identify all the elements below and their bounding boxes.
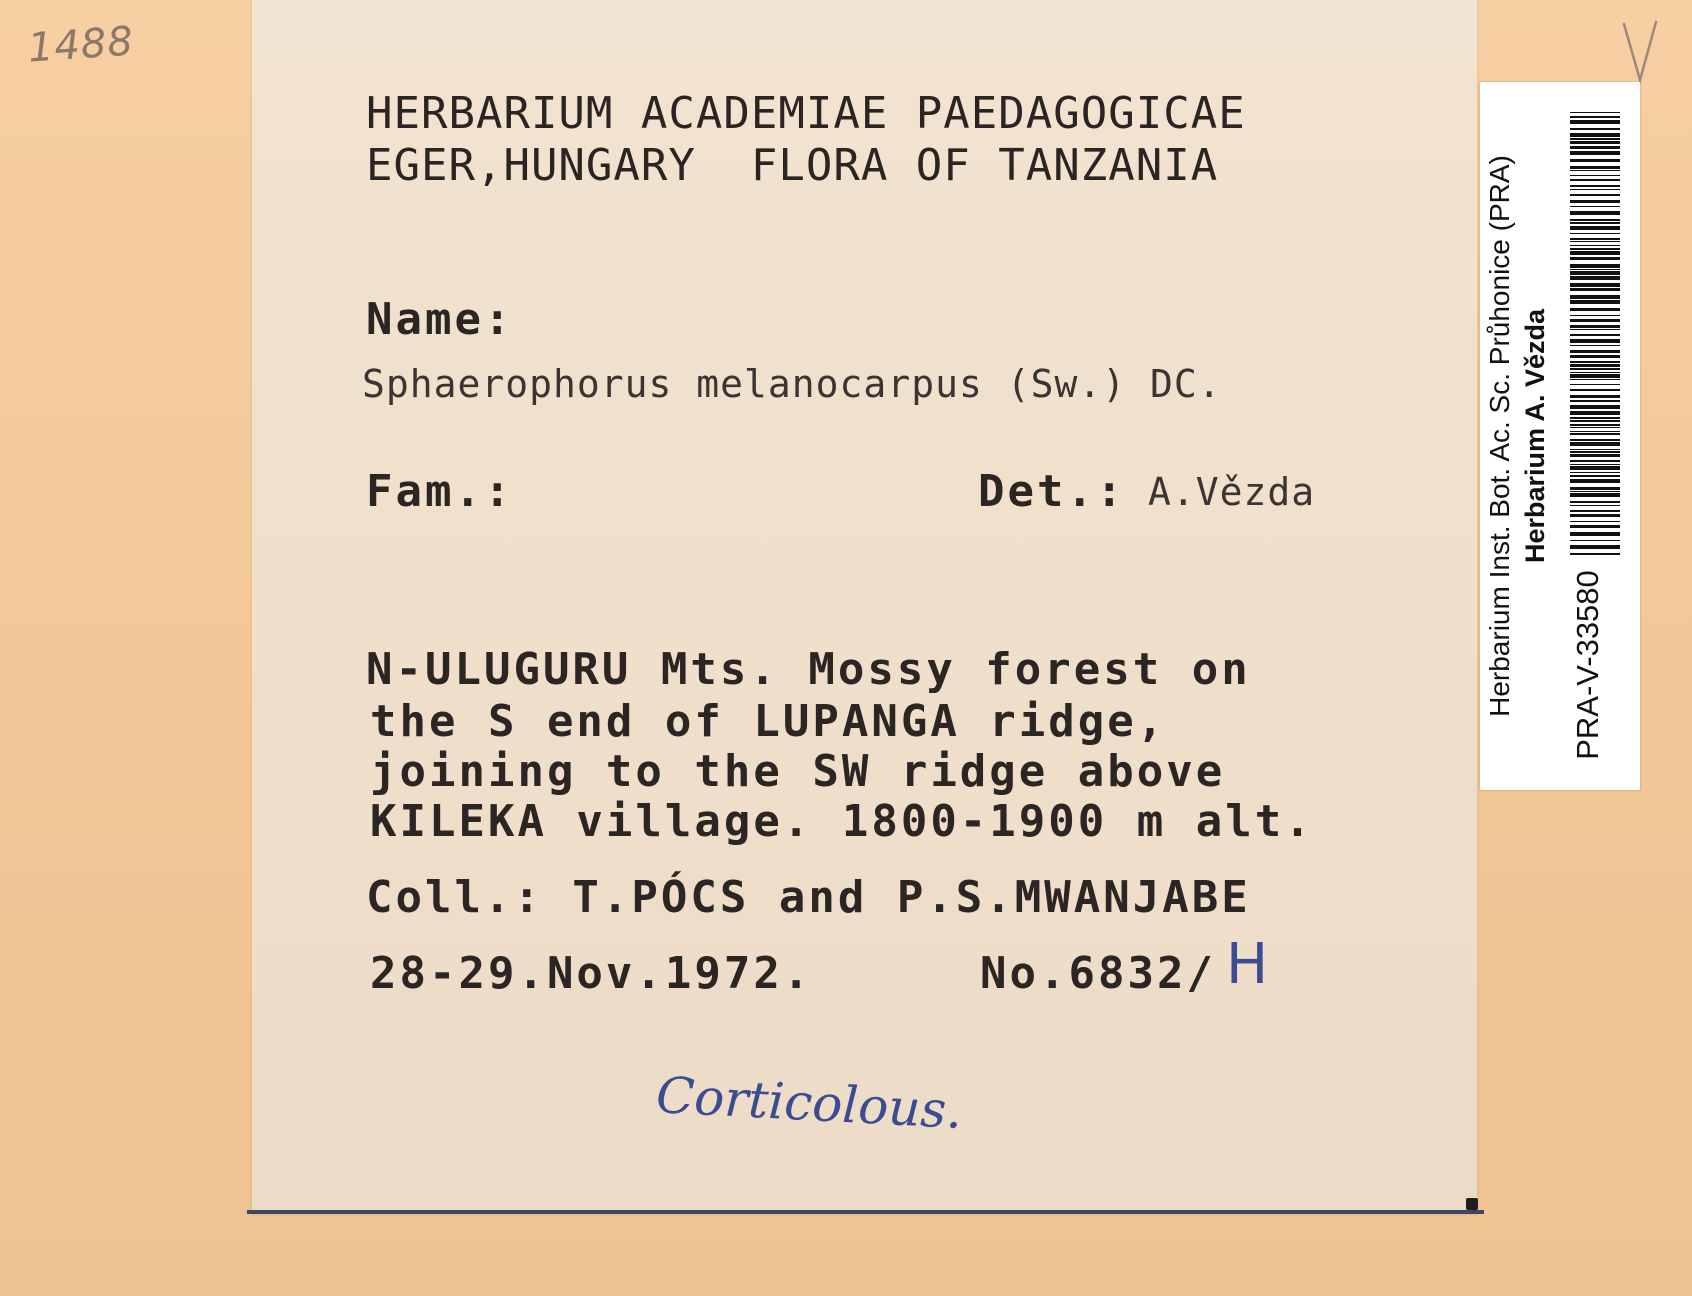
barcode-bar: [1570, 257, 1620, 260]
barcode-bar: [1570, 241, 1620, 242]
barcode-bar: [1570, 505, 1620, 506]
barcode-bar: [1570, 339, 1620, 343]
barcode-bar: [1570, 271, 1620, 275]
barcode-bar: [1570, 510, 1620, 512]
barcode-bar: [1570, 431, 1620, 432]
barcode-bar: [1570, 295, 1620, 299]
family-label: Fam.:: [366, 466, 514, 517]
barcode-bar: [1570, 417, 1620, 419]
barcode-bar: [1570, 248, 1620, 250]
collection-date: 28-29.Nov.1972.: [370, 948, 813, 999]
barcode-bar: [1570, 350, 1620, 353]
barcode-bar: [1570, 479, 1620, 483]
barcode-bar: [1570, 368, 1620, 370]
barcode-bar: [1570, 175, 1620, 176]
barcode-bar: [1570, 283, 1620, 287]
barcode-bar: [1570, 395, 1620, 398]
barcode-bar: [1570, 334, 1620, 336]
barcode-bar: [1570, 472, 1620, 473]
barcode-bar: [1570, 451, 1620, 453]
barcode-label: [1480, 82, 1640, 790]
barcode-bar: [1570, 245, 1620, 246]
header-line-2: EGER,HUNGARY FLORA OF TANZANIA: [366, 140, 1219, 191]
barcode-institution: Herbarium Inst. Bot. Ac. Sc. Průhonice (PRA): [1484, 155, 1515, 717]
barcode-bar: [1570, 389, 1620, 391]
species-name: Sphaerophorus melanocarpus (Sw.) DC.: [362, 362, 1222, 406]
barcode-bar: [1570, 238, 1620, 240]
barcode-bar: [1570, 355, 1620, 358]
barcode-bar: [1570, 120, 1620, 124]
pencil-check-mark: [1620, 18, 1660, 88]
barcode-bar: [1570, 487, 1620, 490]
barcode-bar: [1570, 264, 1620, 268]
barcode-bar: [1570, 159, 1620, 162]
barcode-bar: [1570, 400, 1620, 402]
barcode-bar: [1570, 146, 1620, 149]
barcode-bar: [1570, 439, 1620, 441]
barcode-bar: [1570, 185, 1620, 187]
barcode-bar: [1570, 433, 1620, 435]
barcode-bar: [1570, 288, 1620, 291]
collection-number: No.6832/: [980, 948, 1216, 999]
barcode-bar: [1570, 206, 1620, 207]
barcode-bar: [1570, 128, 1620, 130]
determiner-label: Det.:: [978, 466, 1126, 517]
locality-line-1: N-ULUGURU Mts. Mossy forest on: [366, 644, 1251, 695]
barcode-collection: Herbarium A. Vězda: [1520, 308, 1550, 564]
barcode-bar: [1570, 411, 1620, 415]
barcode-bar: [1570, 138, 1620, 140]
barcode-bar: [1570, 315, 1620, 316]
collector-line: Coll.: T.PÓCS and P.S.MWANJABE: [366, 872, 1251, 923]
barcode-bar: [1570, 345, 1620, 346]
barcode-bar: [1570, 427, 1620, 428]
label-corner-dot: [1466, 1198, 1478, 1210]
barcode-bar: [1570, 325, 1620, 328]
barcode-bar: [1570, 514, 1620, 517]
barcode-bar: [1570, 460, 1620, 462]
barcode-bar: [1570, 464, 1620, 465]
handwritten-substrate-note: Corticolous.: [654, 1066, 964, 1140]
barcode-bar: [1570, 151, 1620, 155]
barcode-bar: [1570, 384, 1620, 385]
barcode-bar: [1570, 501, 1620, 503]
barcode-bar: [1570, 251, 1620, 255]
barcode-bar: [1570, 308, 1620, 311]
barcode-bar: [1570, 466, 1620, 470]
barcode-bar: [1570, 170, 1620, 171]
barcode-bar: [1570, 194, 1620, 196]
barcode-bar: [1570, 141, 1620, 144]
barcode-bar: [1570, 442, 1620, 446]
barcode-bar: [1570, 300, 1620, 304]
barcode-bar: [1570, 269, 1620, 270]
name-label: Name:: [366, 294, 514, 345]
barcode-bar: [1570, 219, 1620, 221]
barcode-bar: [1570, 532, 1620, 536]
barcode-bar: [1570, 545, 1620, 549]
barcode-bar: [1570, 361, 1620, 363]
barcode-bar: [1570, 454, 1620, 457]
barcode-bar: [1570, 364, 1620, 367]
barcode-specimen-id: PRA-V-33580: [1570, 570, 1605, 760]
locality-line-2: the S end of LUPANGA ridge,: [370, 696, 1167, 747]
barcode-bar: [1570, 424, 1620, 426]
handwritten-number-suffix: H: [1226, 932, 1269, 997]
barcode-bar: [1570, 374, 1620, 378]
barcode-bar: [1570, 521, 1620, 522]
determiner-name: A.Vězda: [1148, 470, 1316, 514]
barcode-bar: [1570, 276, 1620, 280]
barcode-bar: [1570, 319, 1620, 322]
barcode-bar: [1570, 200, 1620, 203]
pencil-accession-note: 1488: [26, 18, 136, 72]
barcode-bar: [1570, 379, 1620, 380]
header-line-1: HERBARIUM ACADEMIAE PAEDAGOGICAE: [366, 88, 1246, 139]
barcode-bar: [1570, 420, 1620, 422]
barcode-bar: [1570, 233, 1620, 234]
barcode-bar: [1570, 475, 1620, 477]
barcode-bar: [1570, 372, 1620, 373]
barcode-bar: [1570, 491, 1620, 492]
barcode-bar: [1570, 189, 1620, 190]
barcode-bar: [1570, 525, 1620, 528]
barcode-bar: [1570, 133, 1620, 137]
barcode-bar: [1570, 329, 1620, 330]
barcode-bar: [1570, 449, 1620, 450]
barcode-bar: [1570, 405, 1620, 409]
barcode-bar: [1570, 179, 1620, 181]
locality-line-4: KILEKA village. 1800-1900 m alt.: [370, 796, 1314, 847]
barcode-bar: [1570, 493, 1620, 497]
barcode: [1570, 112, 1620, 562]
barcode-bar: [1570, 222, 1620, 224]
barcode-bar: [1570, 116, 1620, 118]
barcode-bar: [1570, 112, 1620, 113]
barcode-bar: [1570, 226, 1620, 230]
barcode-bar: [1570, 553, 1620, 555]
locality-line-3: joining to the SW ridge above: [370, 746, 1226, 797]
barcode-bar: [1570, 211, 1620, 215]
barcode-bar: [1570, 166, 1620, 169]
barcode-bar: [1570, 540, 1620, 541]
label-bottom-rule: [247, 1210, 1484, 1214]
